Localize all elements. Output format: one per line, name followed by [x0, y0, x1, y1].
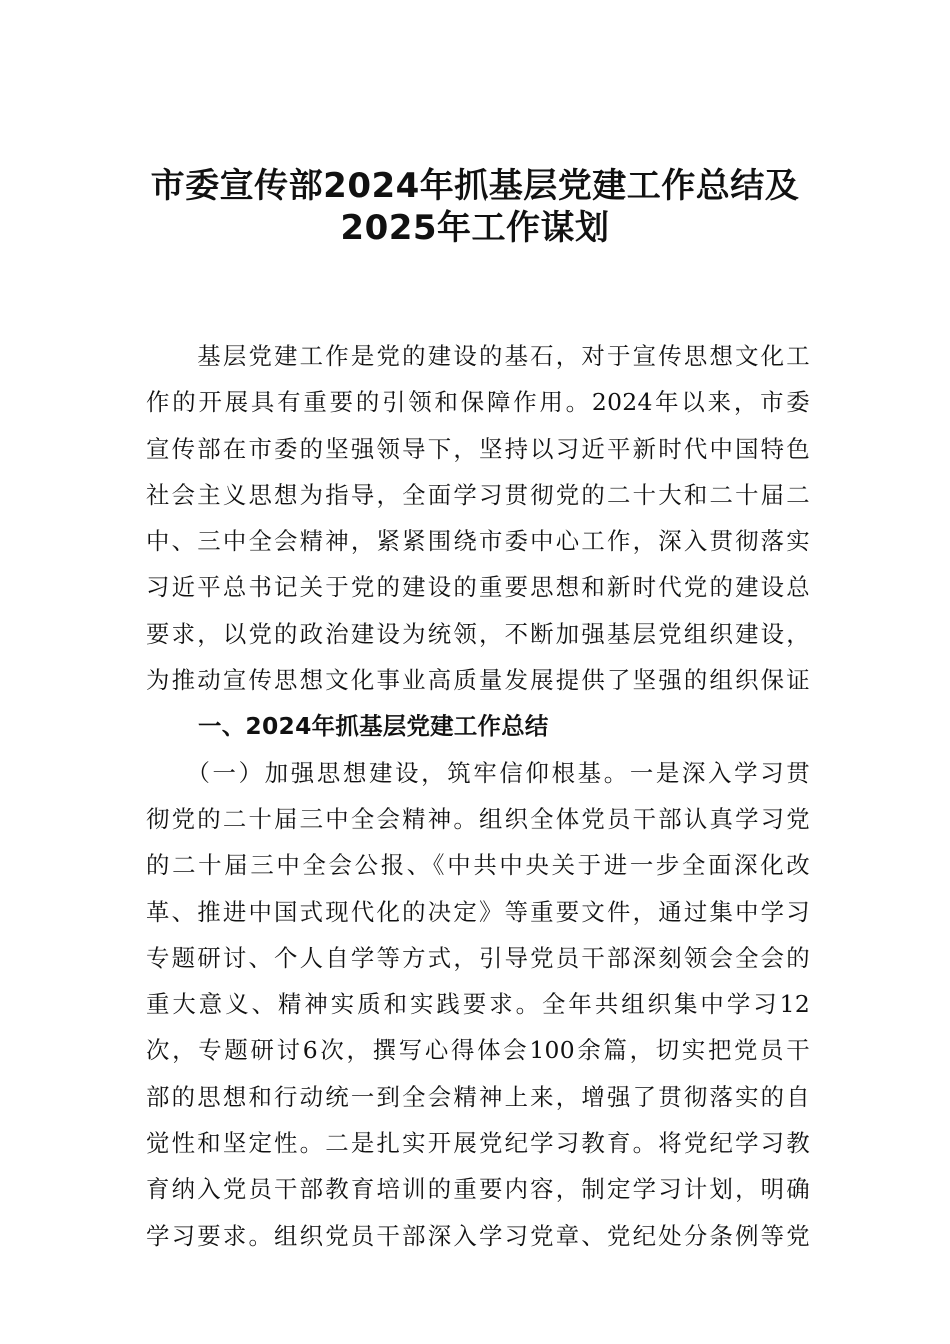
paragraph-line: 宣传部在市委的坚强领导下，坚持以习近平新时代中国特色 [146, 434, 810, 463]
paragraph-line: 为推动宣传思想文化事业高质量发展提供了坚强的组织保证 [146, 666, 810, 695]
section-heading: 一、2024年抓基层党建工作总结 [198, 712, 549, 741]
paragraph-line: 学习要求。组织党员干部深入学习党章、党纪处分条例等党 [146, 1221, 810, 1250]
paragraph-line: 育纳入党员干部教育培训的重要内容，制定学习计划，明确 [146, 1175, 810, 1204]
document-title-line-2: 2025年工作谋划 [340, 208, 610, 248]
paragraph-line: 习近平总书记关于党的建设的重要思想和新时代党的建设总 [146, 573, 810, 602]
paragraph-line: 专题研讨、个人自学等方式，引导党员干部深刻领会全会的 [146, 943, 810, 972]
document-body [146, 333, 810, 1259]
paragraph-line: 革、推进中国式现代化的决定》等重要文件，通过集中学习 [146, 897, 810, 926]
paragraph-line: 部的思想和行动统一到全会精神上来，增强了贯彻落实的自 [146, 1082, 810, 1111]
paragraph-line: （一）加强思想建设，筑牢信仰根基。一是深入学习贯 [146, 758, 810, 787]
paragraph-line: 要求，以党的政治建设为统领，不断加强基层党组织建设， [146, 619, 810, 648]
paragraph-line: 次，专题研讨6次，撰写心得体会100余篇，切实把党员干 [146, 1036, 810, 1065]
paragraph-line: 觉性和坚定性。二是扎实开展党纪学习教育。将党纪学习教 [146, 1129, 810, 1158]
paragraph-line: 中、三中全会精神，紧紧围绕市委中心工作，深入贯彻落实 [146, 527, 810, 556]
paragraph-line: 重大意义、精神实质和实践要求。全年共组织集中学习12 [146, 990, 810, 1019]
paragraph-line: 基层党建工作是党的建设的基石，对于宣传思想文化工 [146, 342, 810, 370]
paragraph-line: 社会主义思想为指导，全面学习贯彻党的二十大和二十届二 [146, 480, 810, 509]
paragraph-line: 的二十届三中全会公报、《中共中央关于进一步全面深化改 [146, 851, 810, 880]
paragraph-line: 彻党的二十届三中全会精神。组织全体党员干部认真学习党 [146, 804, 810, 833]
document-title-line-1: 市委宣传部2024年抓基层党建工作总结及 [150, 166, 800, 206]
paragraph-line: 作的开展具有重要的引领和保障作用。2024年以来，市委 [146, 388, 810, 417]
